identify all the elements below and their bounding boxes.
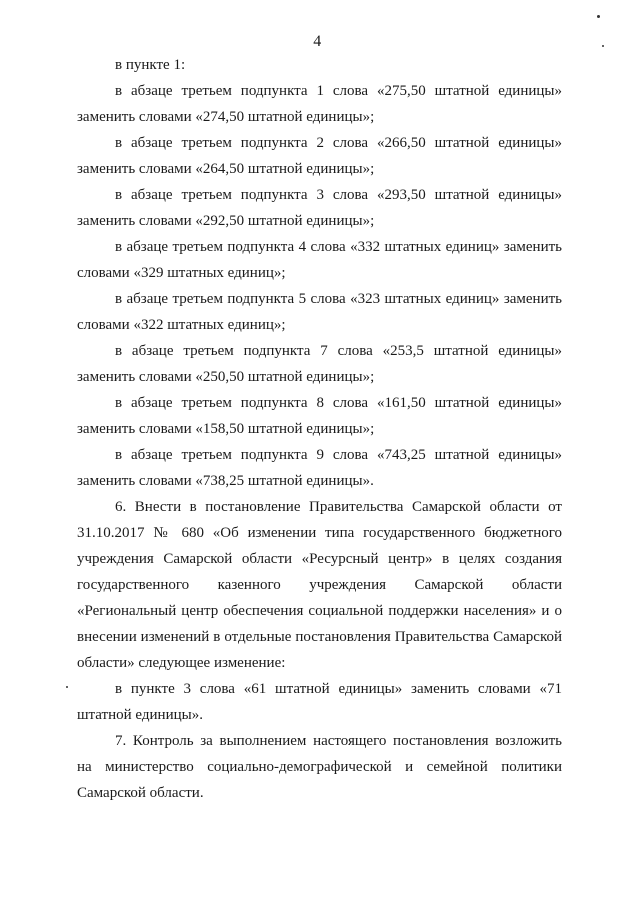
scan-speck [66, 686, 68, 688]
paragraph: в абзаце третьем подпункта 5 слова «323 штатных единиц» заменить словами «322 штатных единиц»; [77, 291, 562, 333]
paragraph: в абзаце третьем подпункта 9 слова «743,25 штатной единицы» заменить словами «738,25 штатной единицы». [77, 447, 562, 489]
paragraph: в абзаце третьем подпункта 1 слова «275,50 штатной единицы» заменить словами «274,50 штатной единицы»; [77, 83, 562, 125]
page-number: 4 [313, 33, 322, 50]
paragraph: 7. Контроль за выполнением настоящего постановления возложить на министерство социально-демографической и семейной политики Самарской области. [77, 733, 562, 801]
paragraph: 6. Внести в постановление Правительства Самарской области от 31.10.2017 № 680 «Об изменении типа государственного бюджетного учреждения Самарской области «Ресурсный центр» в целях создания государственного казенного учреждения Самарской области «Региональный центр обеспечения социальной поддержки населения» и о внесении изменений в отдельные постановления Правительства Самарской области» следующее изменение: [77, 499, 562, 671]
paragraph: в абзаце третьем подпункта 4 слова «332 штатных единиц» заменить словами «329 штатных единиц»; [77, 239, 562, 281]
paragraph: в абзаце третьем подпункта 8 слова «161,50 штатной единицы» заменить словами «158,50 штатной единицы»; [77, 395, 562, 437]
paragraph: в абзаце третьем подпункта 3 слова «293,50 штатной единицы» заменить словами «292,50 штатной единицы»; [77, 187, 562, 229]
document-body [77, 52, 562, 806]
paragraph: в абзаце третьем подпункта 7 слова «253,5 штатной единицы» заменить словами «250,50 штатной единицы»; [77, 343, 562, 385]
paragraph: в пункте 1: [115, 57, 186, 73]
paragraph: в пункте 3 слова «61 штатной единицы» заменить словами «71 штатной единицы». [77, 681, 562, 723]
scan-speck [597, 15, 600, 18]
scan-speck [602, 45, 604, 47]
paragraph: в абзаце третьем подпункта 2 слова «266,50 штатной единицы» заменить словами «264,50 штатной единицы»; [77, 135, 562, 177]
